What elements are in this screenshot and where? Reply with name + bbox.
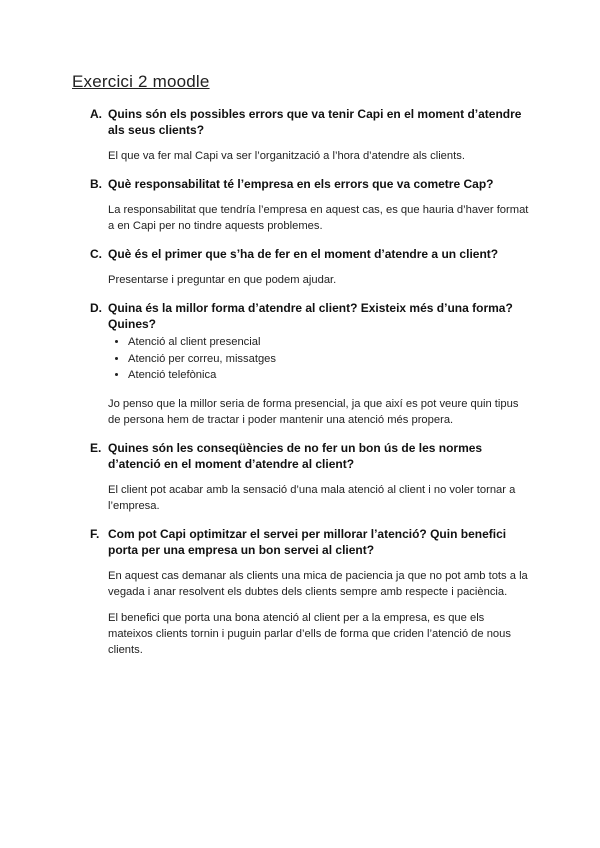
question-c: [90, 246, 530, 288]
question-heading: [90, 176, 530, 192]
bullet-item: • Atenció telefònica: [128, 367, 530, 384]
answer-paragraph: El client pot acabar amb la sensació d’una mala atenció al client i no voler tornar a l’empresa.: [108, 483, 516, 512]
question-heading: [90, 440, 530, 472]
question-letter: A.: [90, 107, 102, 121]
bullet-item: • Atenció al client presencial: [128, 334, 530, 351]
question-f: [90, 526, 530, 658]
answer: [108, 396, 530, 428]
bullet-list: [108, 334, 530, 384]
question-letter: E.: [90, 440, 102, 455]
question-letter: D.: [90, 301, 102, 315]
answer-paragraph: En aquest cas demanar als clients una mica de paciencia ja que no pot amb tots a la vegada i anar resolvent els dubtes dels clients sempre amb respecte i paciència.: [108, 569, 528, 598]
question-heading: [90, 246, 530, 262]
question-letter: B.: [90, 177, 102, 191]
question-e: [90, 440, 530, 514]
question-text: Quins són els possibles errors que va tenir Capi en el moment d’atendre als seus clients?: [108, 107, 522, 137]
answer: [108, 272, 530, 288]
question-a: [90, 106, 530, 164]
answer: [108, 148, 530, 164]
answer-paragraph: Presentarse i preguntar en que podem ajudar.: [108, 274, 337, 286]
answer: [108, 482, 530, 514]
question-b: [90, 176, 530, 234]
question-letter: C.: [90, 247, 102, 261]
question-heading: [90, 300, 530, 332]
bullet-item: • Atenció per correu, missatges: [128, 351, 530, 368]
question-text: Quines són les conseqüències de no fer un bon ús de les normes d’atenció en el moment d’atendre al client?: [108, 440, 483, 471]
question-letter: F.: [90, 526, 100, 541]
answer: [108, 202, 530, 234]
question-text: Què responsabilitat té l’empresa en els errors que va cometre Cap?: [108, 177, 494, 191]
answer-paragraph: Jo penso que la millor seria de forma presencial, ja que així es pot veure quin tipus de persona hem de tractar i poder mantenir una atenció més propera.: [108, 397, 519, 426]
question-d: [90, 300, 530, 428]
question-text: Com pot Capi optimitzar el servei per millorar l’atenció? Quin benefici porta per una empresa un bon servei al client?: [108, 526, 507, 557]
question-heading: [90, 526, 530, 558]
answer-paragraph: La responsabilitat que tendría l’empresa en aquest cas, es que hauria d’haver format a en Capi per no tindre aquests problemes.: [108, 204, 529, 232]
answer-paragraph: El que va fer mal Capi va ser l’organització a l’hora d’atendre als clients.: [108, 150, 465, 162]
question-list: [90, 106, 530, 658]
question-text: Quina és la millor forma d’atendre al client? Existeix més d’una forma? Quines?: [108, 301, 513, 331]
answer: [108, 568, 530, 658]
question-text: Què és el primer que s’ha de fer en el moment d’atendre a un client?: [108, 247, 499, 261]
document-title: Exercici 2 moodle: [72, 72, 210, 91]
question-heading: [90, 106, 530, 138]
answer-paragraph: El benefici que porta una bona atenció al client per a la empresa, es que els mateixos clients tornin i puguin parlar d’ells de forma que criden l’atenció de nous clients.: [108, 611, 511, 656]
